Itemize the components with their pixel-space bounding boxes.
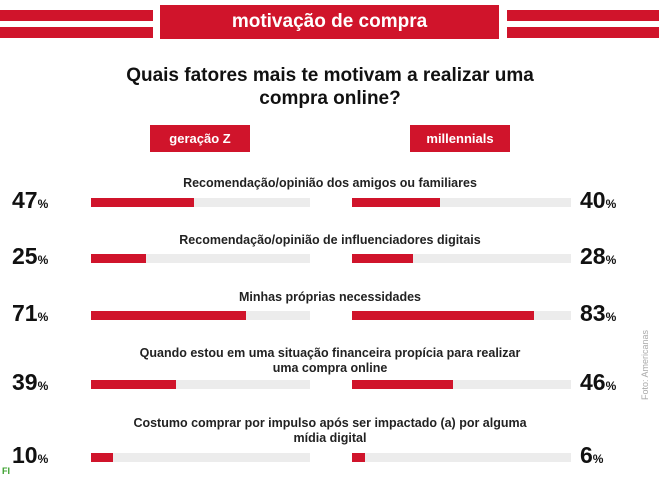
bar-millennials <box>352 198 440 207</box>
header-band <box>0 0 659 44</box>
value-number: 83 <box>580 300 606 326</box>
corner-mark: FI <box>2 466 10 476</box>
bar-genz <box>91 453 113 462</box>
value-label-millennials <box>580 300 623 330</box>
value-number: 40 <box>580 187 606 213</box>
value-label-genz <box>12 369 48 399</box>
value-label-genz <box>12 442 48 472</box>
bar-track-millennials <box>352 311 571 320</box>
value-label-genz <box>12 187 48 217</box>
bar-track-millennials <box>352 198 571 207</box>
bar-track-millennials <box>352 380 571 389</box>
value-unit: % <box>605 379 617 393</box>
bar-millennials <box>352 453 365 462</box>
bar-millennials <box>352 311 534 320</box>
bar-millennials <box>352 254 413 263</box>
value-unit: % <box>37 452 49 466</box>
value-unit: % <box>37 197 49 211</box>
bar-track-genz <box>91 198 310 207</box>
category-label: Minhas próprias necessidades <box>238 290 421 304</box>
header-stripe <box>0 10 153 21</box>
value-number: 28 <box>580 243 606 269</box>
group-label-right: millennials <box>410 125 510 152</box>
category-label: Costumo comprar por impulso após ser impactado (a) por alguma mídia digital <box>133 416 527 445</box>
value-label-millennials <box>580 243 623 273</box>
bar-genz <box>91 198 194 207</box>
value-number: 25 <box>12 243 38 269</box>
header-title: motivação de compra <box>160 5 499 39</box>
value-label-genz <box>12 243 48 273</box>
value-label-genz <box>12 300 48 330</box>
bar-track-genz <box>91 453 310 462</box>
value-label-millennials <box>580 442 623 472</box>
value-unit: % <box>37 379 49 393</box>
bar-millennials <box>352 380 453 389</box>
group-label-left: geração Z <box>150 125 250 152</box>
header-stripe <box>0 27 153 38</box>
value-unit: % <box>605 197 617 211</box>
bar-track-genz <box>91 380 310 389</box>
chart-title: Quais fatores mais te motivam a realizar uma compra online? <box>126 65 534 109</box>
value-unit: % <box>605 310 617 324</box>
photo-credit: Foto: Americanas <box>640 329 650 400</box>
value-number: 6 <box>580 442 593 468</box>
value-number: 39 <box>12 369 38 395</box>
header-stripe <box>507 27 659 38</box>
bar-genz <box>91 311 246 320</box>
value-unit: % <box>37 310 49 324</box>
category-label: Recomendação/opinião de influenciadores digitais <box>179 233 481 247</box>
bar-genz <box>91 380 176 389</box>
value-number: 47 <box>12 187 38 213</box>
value-unit: % <box>592 452 604 466</box>
bar-track-genz <box>91 254 310 263</box>
bar-genz <box>91 254 146 263</box>
value-label-millennials <box>580 369 623 399</box>
value-number: 10 <box>12 442 38 468</box>
category-label: Quando estou em uma situação financeira propícia para realizar uma compra online <box>139 346 521 375</box>
category-label: Recomendação/opinião dos amigos ou familiares <box>183 176 477 190</box>
bar-track-genz <box>91 311 310 320</box>
value-unit: % <box>605 253 617 267</box>
header-stripe <box>507 10 659 21</box>
value-unit: % <box>37 253 49 267</box>
value-label-millennials <box>580 187 623 217</box>
bar-track-millennials <box>352 453 571 462</box>
value-number: 46 <box>580 369 606 395</box>
value-number: 71 <box>12 300 38 326</box>
bar-track-millennials <box>352 254 571 263</box>
